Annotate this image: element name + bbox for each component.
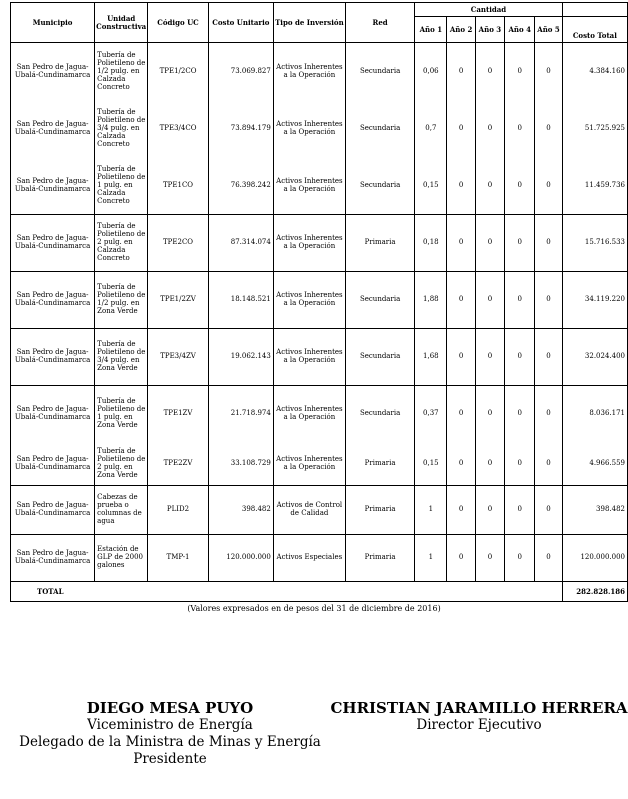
cell-anio-3: 0 [475,486,504,535]
cell-anio-5: 0 [535,272,562,329]
cell-costo-total: 398.482 [562,486,627,535]
cell-anio-2: 0 [447,443,475,486]
cell-tipo-inversion: Activos Inherentes a la Operación [273,43,345,101]
table-row [11,329,628,386]
total-value: 282.828.186 [562,582,627,602]
cell-tipo-inversion: Activos Inherentes a la Operación [273,329,345,386]
cell-unidad-constructiva: Estación de GLP de 2000 galones [95,535,148,582]
cell-costo-unitario: 18.148.521 [208,272,273,329]
table-row [11,535,628,582]
cell-costo-total: 4.966.559 [562,443,627,486]
cell-red: Primaria [345,486,414,535]
header-anio-4: Año 4 [505,17,535,43]
header-codigo-uc: Código UC [148,3,209,43]
cell-costo-unitario: 120.000.000 [208,535,273,582]
cell-codigo-uc: TPE3/4ZV [148,329,209,386]
cell-anio-4: 0 [505,443,535,486]
cell-anio-5: 0 [535,386,562,443]
cell-costo-total: 34.119.220 [562,272,627,329]
cell-anio-5: 0 [535,215,562,272]
header-unidad-constructiva: Unidad Constructiva [95,3,148,43]
table-row [11,443,628,486]
table-row [11,386,628,443]
cell-red: Primaria [345,215,414,272]
cell-costo-total: 32.024.400 [562,329,627,386]
cell-municipio: San Pedro de Jagua-Ubalá-Cundinamarca [11,386,95,443]
cell-anio-3: 0 [475,101,504,158]
cell-municipio: San Pedro de Jagua-Ubalá-Cundinamarca [11,272,95,329]
cell-anio-3: 0 [475,43,504,101]
total-label: TOTAL [11,582,563,602]
cell-costo-unitario: 73.894.179 [208,101,273,158]
cell-anio-2: 0 [447,272,475,329]
total-row [11,582,628,602]
cell-codigo-uc: TPE2ZV [148,443,209,486]
cell-anio-1: 0,18 [415,215,447,272]
cell-anio-4: 0 [505,272,535,329]
header-red: Red [345,3,414,43]
cell-codigo-uc: TPE1/2ZV [148,272,209,329]
cell-anio-5: 0 [535,443,562,486]
table-row [11,43,628,101]
header-costo-total-top [562,3,627,17]
cell-red: Primaria [345,443,414,486]
header-costo-unitario: Costo Unitario [208,3,273,43]
cell-anio-1: 0,37 [415,386,447,443]
cell-anio-4: 0 [505,43,535,101]
cell-anio-1: 0,7 [415,101,447,158]
cell-tipo-inversion: Activos Inherentes a la Operación [273,443,345,486]
cell-red: Secundaria [345,386,414,443]
table-row [11,486,628,535]
signature-right-name: CHRISTIAN JARAMILLO HERRERA [330,699,628,717]
cell-tipo-inversion: Activos de Control de Calidad [273,486,345,535]
header-costo-total: Costo Total [562,17,627,43]
signature-right [330,699,628,734]
cost-table [10,2,628,602]
cell-costo-total: 8.036.171 [562,386,627,443]
cell-unidad-constructiva: Tubería de Polietileno de 1 pulg. en Calzada Concreto [95,158,148,215]
cell-unidad-constructiva: Tubería de Polietileno de 1/2 pulg. en Zona Verde [95,272,148,329]
signature-left-name: DIEGO MESA PUYO [86,699,254,717]
cell-codigo-uc: TPE2CO [148,215,209,272]
cell-tipo-inversion: Activos Inherentes a la Operación [273,272,345,329]
cell-anio-4: 0 [505,158,535,215]
cell-anio-4: 0 [505,101,535,158]
cell-anio-3: 0 [475,443,504,486]
cell-anio-2: 0 [447,215,475,272]
table-row [11,101,628,158]
cell-red: Secundaria [345,272,414,329]
cell-anio-5: 0 [535,158,562,215]
cell-anio-4: 0 [505,329,535,386]
cell-anio-2: 0 [447,486,475,535]
header-cantidad: Cantidad [415,3,562,17]
cell-anio-2: 0 [447,43,475,101]
cell-codigo-uc: TMP-1 [148,535,209,582]
cell-costo-unitario: 87.314.074 [208,215,273,272]
cell-costo-total: 51.725.925 [562,101,627,158]
signature-left-role-3: Presidente [133,751,207,767]
cell-tipo-inversion: Activos Inherentes a la Operación [273,215,345,272]
signature-left [0,699,340,768]
cell-anio-1: 0,06 [415,43,447,101]
header-municipio: Municipio [11,3,95,43]
cell-red: Secundaria [345,329,414,386]
cell-red: Primaria [345,535,414,582]
cell-red: Secundaria [345,43,414,101]
cell-anio-2: 0 [447,329,475,386]
cell-municipio: San Pedro de Jagua-Ubalá-Cundinamarca [11,158,95,215]
header-anio-2: Año 2 [447,17,475,43]
cell-tipo-inversion: Activos Inherentes a la Operación [273,101,345,158]
cell-costo-total: 120.000.000 [562,535,627,582]
cell-tipo-inversion: Activos Especiales [273,535,345,582]
cell-unidad-constructiva: Tubería de Polietileno de 3/4 pulg. en Calzada Concreto [95,101,148,158]
cell-codigo-uc: TPE1ZV [148,386,209,443]
cell-anio-2: 0 [447,158,475,215]
table-row [11,215,628,272]
cell-municipio: San Pedro de Jagua-Ubalá-Cundinamarca [11,443,95,486]
cell-tipo-inversion: Activos Inherentes a la Operación [273,386,345,443]
cell-anio-5: 0 [535,486,562,535]
cell-municipio: San Pedro de Jagua-Ubalá-Cundinamarca [11,486,95,535]
cell-costo-total: 11.459.736 [562,158,627,215]
cell-anio-4: 0 [505,486,535,535]
cell-costo-unitario: 76.398.242 [208,158,273,215]
cell-red: Secundaria [345,158,414,215]
signature-right-role-1: Director Ejecutivo [416,717,542,733]
cell-costo-unitario: 19.062.143 [208,329,273,386]
header-anio-3: Año 3 [475,17,504,43]
cell-anio-1: 1,88 [415,272,447,329]
cell-costo-total: 15.716.533 [562,215,627,272]
cell-anio-2: 0 [447,386,475,443]
cell-anio-1: 0,15 [415,443,447,486]
cell-anio-3: 0 [475,215,504,272]
cell-municipio: San Pedro de Jagua-Ubalá-Cundinamarca [11,329,95,386]
signature-left-role-1: Viceministro de Energía [87,717,253,733]
cell-municipio: San Pedro de Jagua-Ubalá-Cundinamarca [11,101,95,158]
cell-anio-1: 1 [415,535,447,582]
cell-codigo-uc: TPE1CO [148,158,209,215]
cell-anio-2: 0 [447,101,475,158]
cell-costo-unitario: 33.108.729 [208,443,273,486]
cell-anio-2: 0 [447,535,475,582]
cell-anio-4: 0 [505,386,535,443]
cell-anio-3: 0 [475,535,504,582]
signature-left-role-2: Delegado de la Ministra de Minas y Energía [19,734,321,750]
cell-codigo-uc: PLID2 [148,486,209,535]
cell-codigo-uc: TPE3/4CO [148,101,209,158]
cell-codigo-uc: TPE1/2CO [148,43,209,101]
cell-unidad-constructiva: Tubería de Polietileno de 2 pulg. en Calzada Concreto [95,215,148,272]
cell-anio-3: 0 [475,329,504,386]
table-row [11,158,628,215]
cell-anio-5: 0 [535,329,562,386]
cell-unidad-constructiva: Tubería de Polietileno de 3/4 pulg. en Zona Verde [95,329,148,386]
cell-anio-1: 1 [415,486,447,535]
cell-anio-5: 0 [535,101,562,158]
header-anio-1: Año 1 [415,17,447,43]
cell-anio-3: 0 [475,272,504,329]
cell-anio-5: 0 [535,43,562,101]
cell-costo-unitario: 398.482 [208,486,273,535]
cell-costo-total: 4.384.160 [562,43,627,101]
header-tipo-inversion: Tipo de Inversión [273,3,345,43]
cell-municipio: San Pedro de Jagua-Ubalá-Cundinamarca [11,43,95,101]
cell-tipo-inversion: Activos Inherentes a la Operación [273,158,345,215]
cell-anio-3: 0 [475,386,504,443]
cell-anio-5: 0 [535,535,562,582]
table-row [11,272,628,329]
cell-red: Secundaria [345,101,414,158]
cell-unidad-constructiva: Tubería de Polietileno de 2 pulg. en Zona Verde [95,443,148,486]
cell-anio-4: 0 [505,215,535,272]
cell-costo-unitario: 73.069.827 [208,43,273,101]
currency-note: (Valores expresados en de pesos del 31 de diciembre de 2016) [187,604,441,613]
header-anio-5: Año 5 [535,17,562,43]
cell-unidad-constructiva: Cabezas de prueba o columnas de agua [95,486,148,535]
cell-unidad-constructiva: Tubería de Polietileno de 1/2 pulg. en Calzada Concreto [95,43,148,101]
cell-anio-4: 0 [505,535,535,582]
cell-anio-1: 1,68 [415,329,447,386]
cell-unidad-constructiva: Tubería de Polietileno de 1 pulg. en Zona Verde [95,386,148,443]
cell-municipio: San Pedro de Jagua-Ubalá-Cundinamarca [11,215,95,272]
cell-municipio: San Pedro de Jagua-Ubalá-Cundinamarca [11,535,95,582]
cell-costo-unitario: 21.718.974 [208,386,273,443]
cell-anio-3: 0 [475,158,504,215]
cell-anio-1: 0,15 [415,158,447,215]
